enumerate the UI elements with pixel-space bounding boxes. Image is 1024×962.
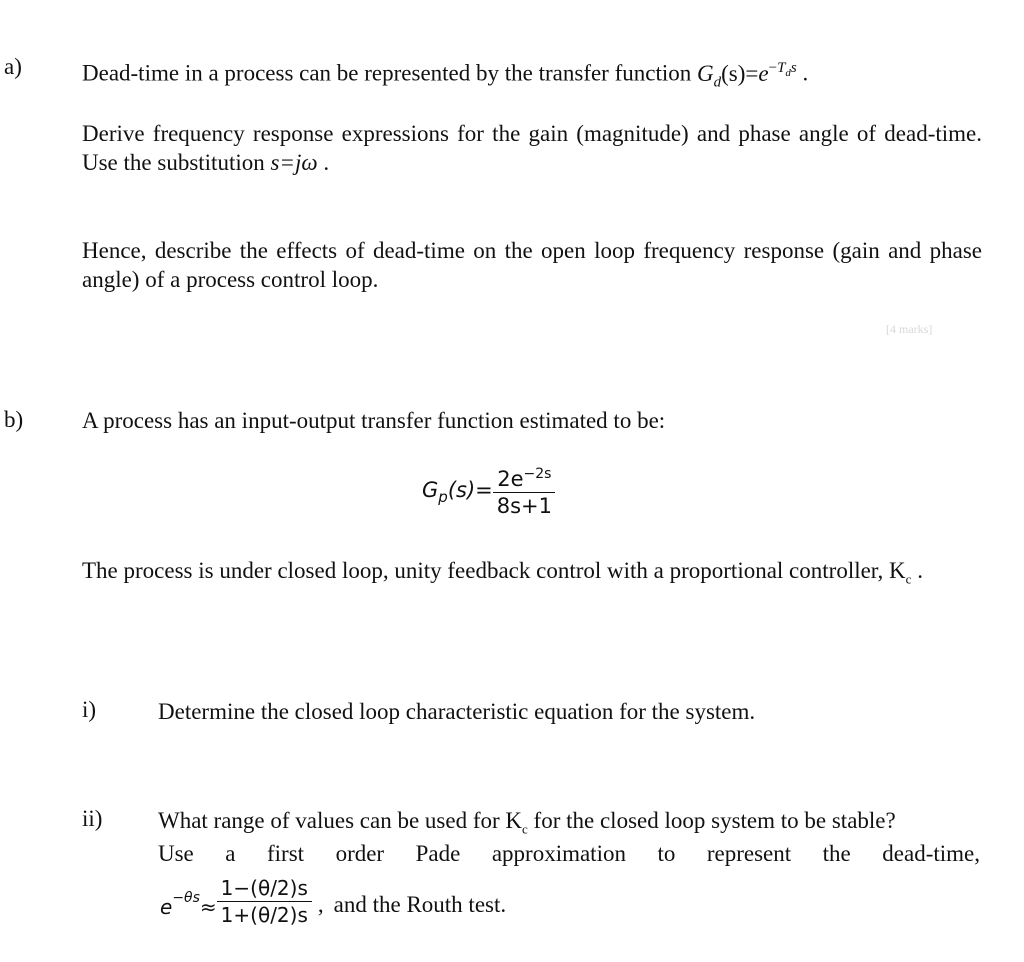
sub-question-ii-line2: Use a first order Pade approximation to represent the dead-time, (158, 841, 980, 866)
marks-watermark: [4 marks] (886, 322, 933, 336)
process-tf-fraction (493, 462, 556, 518)
controller-gain-kc: $K_c$ . (889, 558, 923, 587)
sub-question-ii-label: ii) (82, 806, 103, 831)
process-tf-denominator: 8s+1 (496, 494, 553, 518)
part-b-intro: A process has an input-output transfer function estimated to be: (82, 408, 666, 433)
sub-question-ii-line1: What range of values can be used for $K_c$ for the closed loop system to be stable? (158, 808, 896, 837)
part-a-line1-text: Dead-time in a process can be represented by the transfer function (82, 60, 692, 86)
part-a-paragraph-2: Derive frequency response expressions for the gain (magnitude) and phase angle of dead-time. Use the substitution s=jω . (82, 121, 982, 175)
substitution-expression: s=jω (270, 150, 318, 175)
part-a-label: a) (4, 54, 22, 79)
pade-numerator: 1−(θ/2)s (217, 876, 312, 902)
routh-test-text: and the Routh test. (333, 892, 507, 917)
process-tf-numerator: $2e^{-2s}$ (493, 462, 555, 493)
process-transfer-function: G $_p$ (s) = $\frac{2e^{-2s}}{8s+1}$ (422, 462, 556, 518)
dead-time-transfer-function: $G_d(s)=e^{-T_ds}$ (697, 60, 797, 91)
sub-question-i-text: Determine the closed loop characteristic equation for the system. (158, 699, 756, 724)
pade-denominator: 1+(θ/2)s (220, 903, 308, 927)
pade-approximation: e $^{-\theta s}$ ≈ $\frac{1-(\theta/2)s}{1+(\theta/2)s}$ (160, 876, 312, 927)
part-a-paragraph-3: Hence, describe the effects of dead-time on the open loop frequency response (gain and phase angle) of a process control loop. (82, 238, 982, 292)
sub-question-ii-line3: e $^{-\theta s}$ ≈ $\frac{1-(\theta/2)s}{1+(\theta/2)s}$ , and the Routh test. (160, 876, 507, 927)
pade-fraction (217, 876, 312, 927)
part-b-closed-loop-text: The process is under closed loop, unity feedback control with a proportional controller, $K_c$ . (82, 558, 923, 587)
part-b-label: b) (4, 407, 24, 432)
part-a-line1: Dead-time in a process can be represented by the transfer function $G_d(s)=e^{-T_ds}$ . (82, 60, 809, 91)
sub-question-i-label: i) (82, 697, 97, 722)
